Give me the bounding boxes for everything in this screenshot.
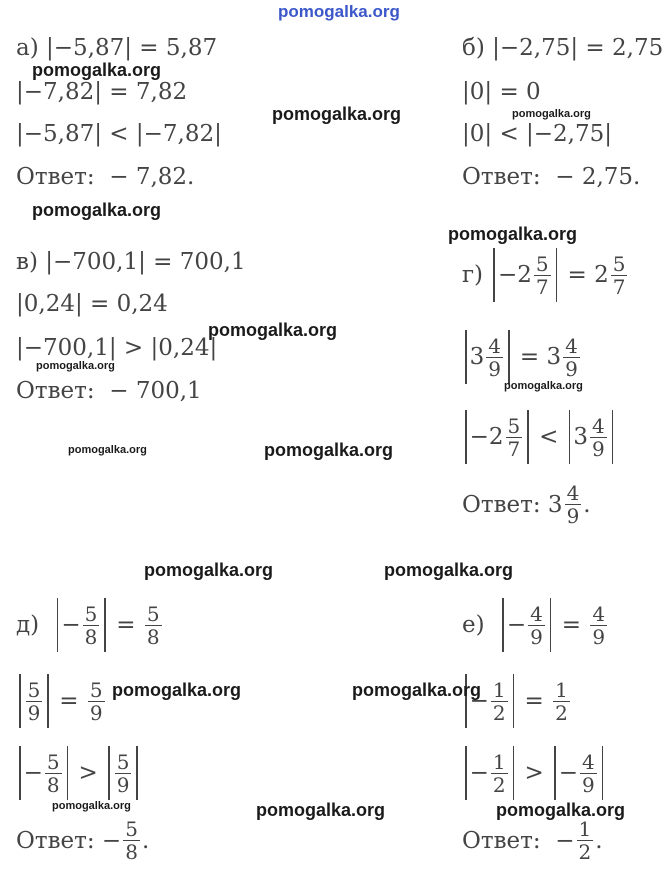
fraction-5-9: $\frac{5}{9}$ <box>116 749 130 797</box>
g-line-3: −2 $\frac{5}{7}$ < 3 $\frac{4}{9}$ <box>462 410 616 464</box>
d-answer: Ответ: − $\frac{5}{8}$ . <box>16 817 150 864</box>
g-line-1: г) −2 $\frac{5}{7}$ = 2 $\frac{5}{7}$ <box>462 248 629 302</box>
fraction-5-7: $\frac{5}{7}$ <box>535 251 549 299</box>
b-line-2: |0| = 0 <box>462 79 541 105</box>
watermark: pomogalka.org <box>144 560 274 580</box>
e-line-1: е) − $\frac{4}{9}$ = $\frac{4}{9}$ <box>462 598 609 652</box>
watermark: pomogalka.org <box>32 60 162 80</box>
watermark: pomogalka.org <box>36 360 115 372</box>
e-answer: Ответ: − $\frac{1}{2}$ . <box>462 817 603 864</box>
fraction-5-8: $\frac{5}{8}$ <box>146 601 160 649</box>
fraction-4-9: $\frac{4}{9}$ <box>592 601 606 649</box>
watermark: pomogalka.org <box>352 680 482 700</box>
v-line-2: |0,24| = 0,24 <box>16 291 168 317</box>
fraction-4-9: $\frac{4}{9}$ <box>530 601 543 649</box>
a-line-1: а) |−5,87| = 5,87 <box>16 35 218 61</box>
watermark: pomogalka.org <box>512 108 591 120</box>
a-line-3: |−5,87| < |−7,82| <box>16 121 222 147</box>
fraction-4-9: $\frac{4}{9}$ <box>565 333 578 381</box>
watermark: pomogalka.org <box>448 224 578 244</box>
watermark: pomogalka.org <box>504 380 583 392</box>
fraction-5-7: $\frac{5}{7}$ <box>507 413 521 461</box>
watermark: pomogalka.org <box>52 800 131 812</box>
e-line-3: − $\frac{1}{2}$ > − $\frac{4}{9}$ <box>462 746 606 800</box>
fraction-5-8: $\frac{5}{8}$ <box>125 817 138 864</box>
v-answer: Ответ: − 700,1 <box>16 378 202 404</box>
b-line-1: б) |−2,75| = 2,75 <box>462 35 664 61</box>
b-line-3: |0| < |−2,75| <box>462 121 613 147</box>
v-line-1: в) |−700,1| = 700,1 <box>16 249 246 275</box>
watermark: pomogalka.org <box>256 800 386 820</box>
v-line-3: |−700,1| > |0,24| <box>16 335 218 361</box>
watermark: pomogalka.org <box>384 560 514 580</box>
g-line-2: 3 $\frac{4}{9}$ = 3 $\frac{4}{9}$ <box>462 330 582 384</box>
watermark: pomogalka.org <box>32 200 162 220</box>
watermark: pomogalka.org <box>496 800 626 820</box>
fraction-1-2: $\frac{1}{2}$ <box>492 749 506 797</box>
fraction-5-7: $\frac{5}{7}$ <box>612 251 626 299</box>
watermark: pomogalka.org <box>272 104 402 124</box>
d-line-1: д) − $\frac{5}{8}$ = $\frac{5}{8}$ <box>16 598 164 652</box>
fraction-1-2: $\frac{1}{2}$ <box>492 677 506 725</box>
a-answer: Ответ: − 7,82. <box>16 164 195 190</box>
watermark: pomogalka.org <box>264 440 394 460</box>
fraction-5-8: $\frac{5}{8}$ <box>84 601 98 649</box>
fraction-5-9: $\frac{5}{9}$ <box>89 677 103 725</box>
fraction-1-2: $\frac{1}{2}$ <box>555 677 568 725</box>
d-line-2: $\frac{5}{9}$ = $\frac{5}{9}$ <box>16 674 107 728</box>
fraction-4-9: $\frac{4}{9}$ <box>488 333 501 381</box>
fraction-5-8: $\frac{5}{8}$ <box>46 749 60 797</box>
header-watermark: pomogalka.org <box>278 2 400 21</box>
fraction-4-9: $\frac{4}{9}$ <box>581 749 595 797</box>
watermark: pomogalka.org <box>68 444 147 456</box>
d-line-3: − $\frac{5}{8}$ > $\frac{5}{9}$ <box>16 746 141 800</box>
a-line-2: |−7,82| = 7,82 <box>16 79 188 105</box>
fraction-5-9: $\frac{5}{9}$ <box>27 677 41 725</box>
watermark: pomogalka.org <box>208 320 338 340</box>
b-answer: Ответ: − 2,75. <box>462 164 641 190</box>
watermark: pomogalka.org <box>112 680 242 700</box>
g-answer: Ответ: 3 $\frac{4}{9}$ . <box>462 481 591 528</box>
e-line-2: − $\frac{1}{2}$ = $\frac{1}{2}$ <box>462 674 572 728</box>
fraction-4-9: $\frac{4}{9}$ <box>591 413 605 461</box>
fraction-1-2: $\frac{1}{2}$ <box>578 817 592 864</box>
fraction-4-9: $\frac{4}{9}$ <box>566 481 580 528</box>
